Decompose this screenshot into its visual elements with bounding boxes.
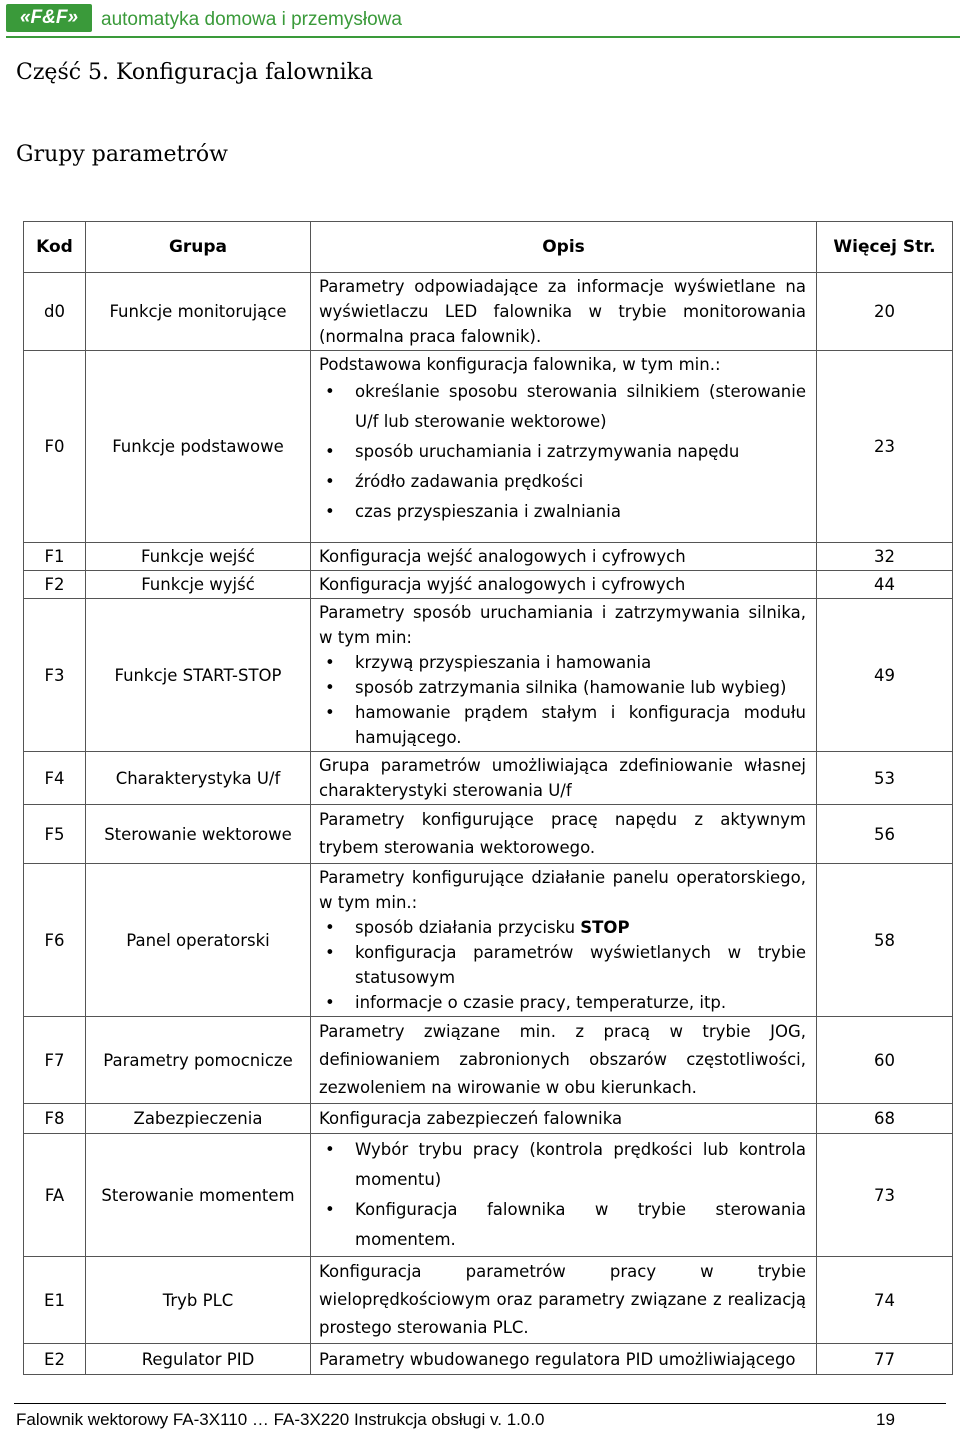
row-description [311,599,817,752]
row-group: Sterowanie momentem [86,1134,311,1257]
list-item: • hamowanie prądem stałym i konfiguracja modułu hamującego. [355,700,806,750]
row-page: 49 [817,599,953,752]
table-row [24,1344,953,1375]
row-description-intro: Parametry konfigurujące działanie panelu operatorskiego, w tym min.: [319,868,806,912]
list-item-text: sposób działania przycisku [355,918,581,937]
bullet-list [319,1135,806,1255]
row-description [311,864,817,1017]
row-group: Zabezpieczenia [86,1104,311,1134]
row-code: F2 [24,571,86,599]
row-code: F1 [24,543,86,571]
list-item [355,915,806,940]
footer-divider [14,1403,946,1404]
row-group: Funkcje wejść [86,543,311,571]
table-row [24,1134,953,1257]
section-title: Grupy parametrów [16,142,228,167]
header-page: Więcej Str. [817,222,953,273]
ff-logo: «F&F» [6,4,92,32]
footer-page-number: 19 [876,1410,895,1429]
row-page: 53 [817,752,953,805]
row-description: Konfiguracja wejść analogowych i cyfrowych [311,543,817,571]
row-page: 20 [817,273,953,351]
page-header [6,4,956,34]
table-row [24,351,953,543]
row-description [311,1134,817,1257]
header-code: Kod [24,222,86,273]
list-item: • sposób uruchamiania i zatrzymywania napędu [355,437,806,467]
table-row [24,599,953,752]
row-group: Funkcje START-STOP [86,599,311,752]
row-code: F8 [24,1104,86,1134]
list-item: • sposób zatrzymania silnika (hamowanie lub wybieg) [355,675,806,700]
table-row [24,864,953,1017]
row-code: E1 [24,1257,86,1344]
list-item: • czas przyspieszania i zwalniania [355,497,806,527]
row-group: Parametry pomocnicze [86,1017,311,1104]
bullet-list [319,915,806,1015]
row-description-intro: Parametry sposób uruchamiania i zatrzymywania silnika, w tym min: [319,603,806,647]
row-page: 23 [817,351,953,543]
header-desc: Opis [311,222,817,273]
row-group: Panel operatorski [86,864,311,1017]
row-page: 73 [817,1134,953,1257]
table-header-row [24,222,953,273]
table-row [24,1257,953,1344]
row-page: 56 [817,805,953,864]
row-page: 74 [817,1257,953,1344]
table-row [24,1017,953,1104]
row-code: FA [24,1134,86,1257]
list-item: • konfiguracja parametrów wyświetlanych w trybie statusowym [355,940,806,990]
row-group: Tryb PLC [86,1257,311,1344]
footer-document-title: Falownik wektorowy FA-3X110 … FA-3X220 Instrukcja obsługi v. 1.0.0 [16,1410,545,1429]
list-item: • Wybór trybu pracy (kontrola prędkości lub kontrola momentu) [355,1135,806,1195]
row-page: 77 [817,1344,953,1375]
list-item: • źródło zadawania prędkości [355,467,806,497]
row-code: E2 [24,1344,86,1375]
parameter-groups-table [23,221,953,1375]
row-code: F4 [24,752,86,805]
row-code: F6 [24,864,86,1017]
header-divider [6,36,960,38]
bullet-list [319,650,806,750]
row-description: Parametry wbudowanego regulatora PID umożliwiającego [311,1344,817,1375]
row-code: F7 [24,1017,86,1104]
row-description: Parametry związane min. z pracą w trybie JOG, definiowaniem zabronionych obszarów częstotliwości, zezwoleniem na wirowanie w obu kierunkach. [311,1017,817,1104]
row-description: Parametry konfigurujące pracę napędu z aktywnym trybem sterowania wektorowego. [311,805,817,864]
table-row [24,1104,953,1134]
row-code: F5 [24,805,86,864]
list-item: • krzywą przyspieszania i hamowania [355,650,806,675]
row-group: Funkcje wyjść [86,571,311,599]
bullet-list [319,377,806,527]
table-row [24,805,953,864]
row-description: Konfiguracja parametrów pracy w trybie wieloprędkościowym oraz parametry związane z realizacją prostego sterowania PLC. [311,1257,817,1344]
list-item: • informacje o czasie pracy, temperaturze, itp. [355,990,806,1015]
list-item: • określanie sposobu sterowania silnikiem (sterowanie U/f lub sterowanie wektorowe) [355,377,806,437]
row-group: Sterowanie wektorowe [86,805,311,864]
row-page: 58 [817,864,953,1017]
header-group: Grupa [86,222,311,273]
row-description: Konfiguracja zabezpieczeń falownika [311,1104,817,1134]
row-description-intro: Podstawowa konfiguracja falownika, w tym min.: [319,355,721,374]
row-code: F0 [24,351,86,543]
row-page: 60 [817,1017,953,1104]
row-group: Funkcje podstawowe [86,351,311,543]
list-item: • Konfiguracja falownika w trybie sterowania momentem. [355,1195,806,1255]
table-row [24,543,953,571]
row-description: Konfiguracja wyjść analogowych i cyfrowych [311,571,817,599]
header-tagline: automatyka domowa i przemysłowa [101,9,402,30]
row-description [311,351,817,543]
row-page: 68 [817,1104,953,1134]
row-code: F3 [24,599,86,752]
row-page: 44 [817,571,953,599]
table-row [24,571,953,599]
row-description: Parametry odpowiadające za informacje wyświetlane na wyświetlaczu LED falownika w trybie monitorowania (normalna praca falownik). [311,273,817,351]
row-group: Regulator PID [86,1344,311,1375]
row-code: d0 [24,273,86,351]
table-row [24,273,953,351]
row-page: 32 [817,543,953,571]
row-description: Grupa parametrów umożliwiająca zdefiniowanie własnej charakterystyki sterowania U/f [311,752,817,805]
table-row [24,752,953,805]
row-group: Charakterystyka U/f [86,752,311,805]
page-title: Część 5. Konfiguracja falownika [16,60,374,85]
row-group: Funkcje monitorujące [86,273,311,351]
stop-key-label: STOP [580,918,630,937]
